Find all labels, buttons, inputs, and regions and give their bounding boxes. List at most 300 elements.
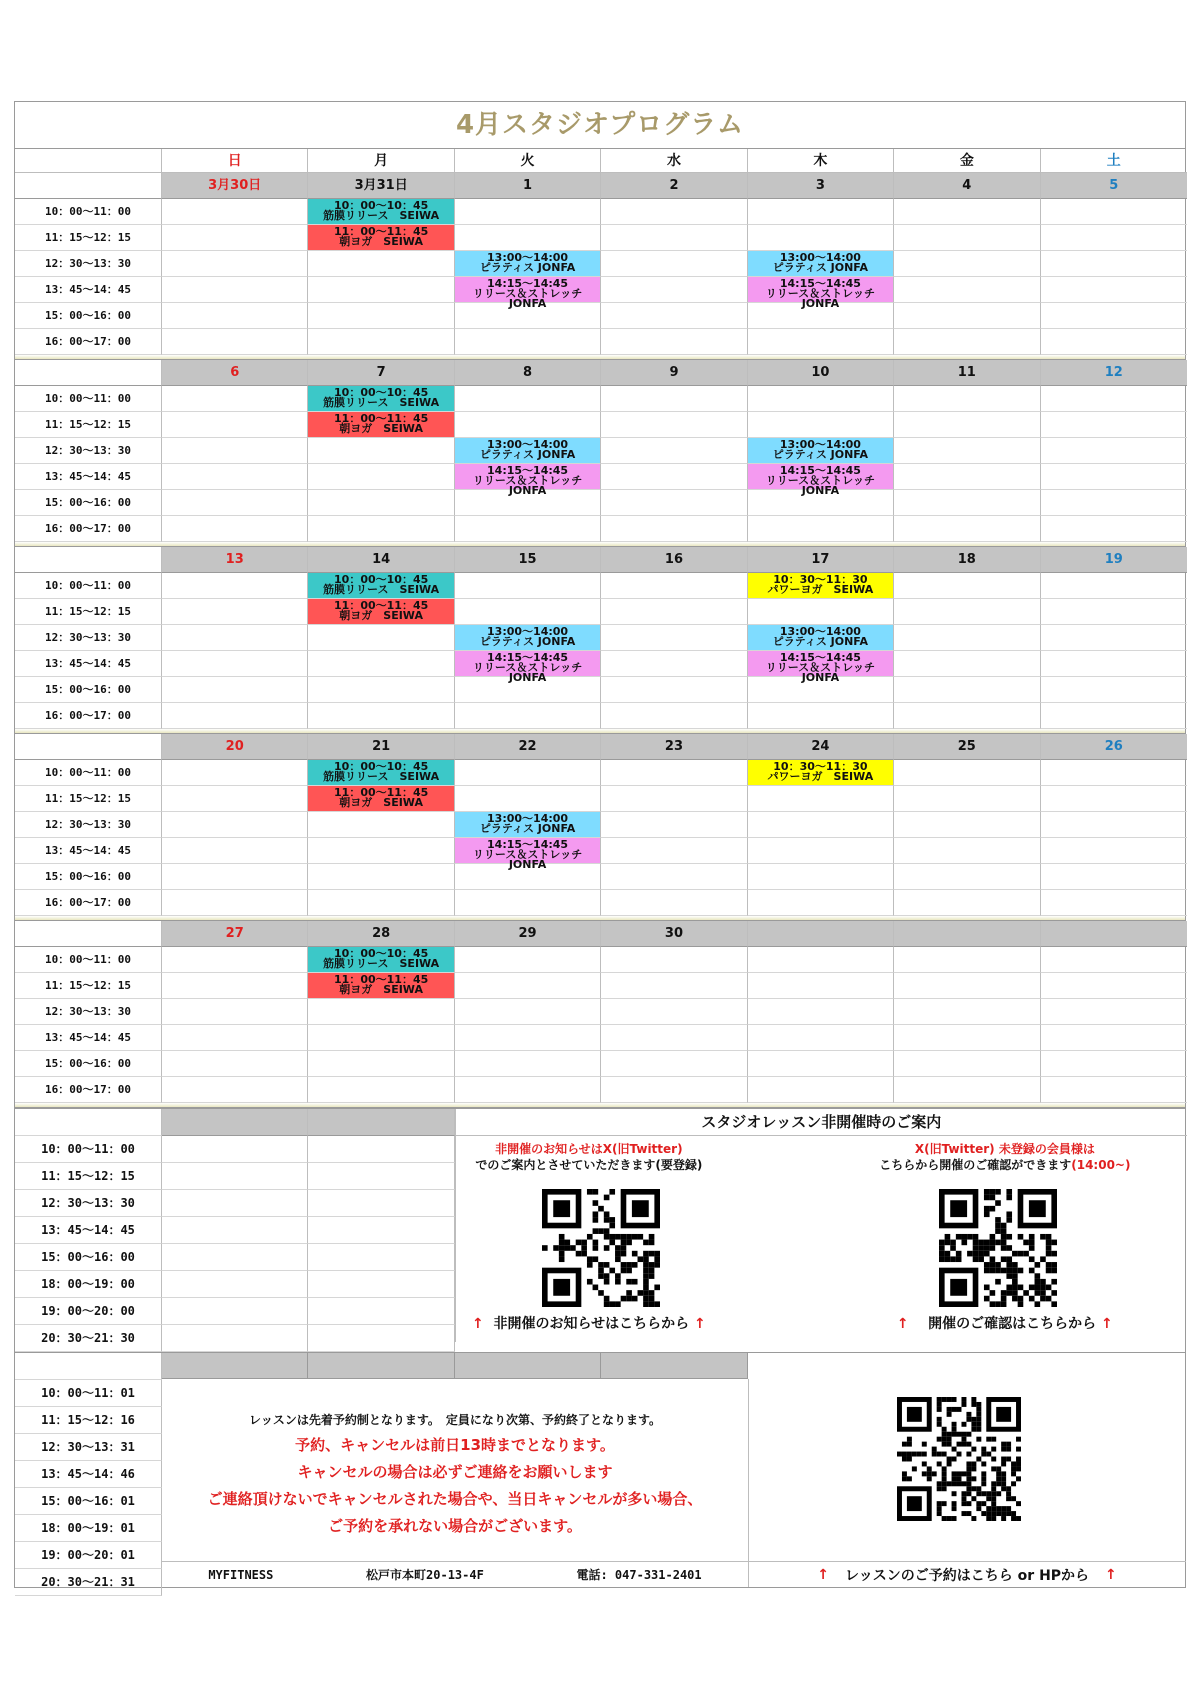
time-blank — [15, 1109, 162, 1136]
lesson-name: ピラティス JONFA — [479, 261, 576, 274]
lesson-name: 朝ヨガ SEIWA — [339, 422, 423, 435]
lesson-time: 13:00～14:00 — [779, 438, 861, 451]
empty-cell — [308, 1163, 454, 1190]
schedule-cell — [455, 864, 601, 890]
schedule-cell — [748, 812, 894, 838]
gray-header-cell — [308, 1109, 454, 1136]
schedule-cell — [894, 599, 1040, 625]
lesson-name: リリース＆ストレッチ JONFA — [472, 848, 583, 871]
schedule-cell — [601, 999, 747, 1025]
schedule-cell — [308, 812, 454, 838]
time-slot-row — [15, 864, 1185, 890]
schedule-cell — [601, 625, 747, 651]
lesson-block[interactable] — [748, 625, 894, 651]
empty-cell — [308, 1244, 454, 1271]
schedule-cell — [1041, 973, 1187, 999]
notice-left-black: でのご案内とさせていただきます(要登録) — [475, 1158, 703, 1172]
time-label: 15：00～16：00 — [15, 677, 162, 703]
qr-code-icon[interactable] — [939, 1189, 1057, 1307]
schedule-cell — [601, 1051, 747, 1077]
time-slot-row — [15, 1077, 1185, 1103]
schedule-cell — [601, 251, 747, 277]
date-cell: 26 — [1041, 734, 1187, 760]
date-cell: 17 — [748, 547, 894, 573]
schedule-cell — [308, 864, 454, 890]
lesson-block[interactable] — [455, 651, 601, 684]
lesson-block[interactable] — [308, 599, 454, 625]
time-label: 10：00～11：00 — [15, 573, 162, 599]
schedule-cell — [162, 225, 308, 251]
time-slot-row — [15, 251, 1185, 277]
date-cell: 2 — [601, 173, 747, 199]
time-slot-row — [15, 838, 1185, 871]
up-arrow-icon: ↑ — [1105, 1566, 1117, 1583]
schedule-cell — [162, 599, 308, 625]
time-label: 12：30～13：30 — [15, 625, 162, 651]
schedule-cell — [455, 1051, 601, 1077]
lesson-block[interactable] — [748, 464, 894, 497]
date-cell: 16 — [601, 547, 747, 573]
time-slot-row — [15, 573, 1185, 599]
schedule-cell — [1041, 386, 1187, 412]
time-slot-row — [15, 760, 1185, 786]
schedule-cell — [894, 329, 1040, 355]
schedule-cell — [894, 464, 1040, 490]
schedule-cell — [455, 999, 601, 1025]
lesson-time: 10：00～10：45 — [334, 199, 429, 212]
time-label: 12：30～13：30 — [15, 812, 162, 838]
schedule-cell — [1041, 677, 1187, 703]
schedule-cell — [894, 786, 1040, 812]
weekday-tue: 火 — [455, 149, 601, 173]
time-label: 11：15～12：15 — [15, 1163, 162, 1190]
time-slot-row — [15, 464, 1185, 497]
time-slot-row — [15, 386, 1185, 412]
schedule-cell — [894, 760, 1040, 786]
date-cell: 24 — [748, 734, 894, 760]
schedule-cell — [162, 864, 308, 890]
schedule-cell — [455, 947, 601, 973]
schedule-cell — [894, 277, 1040, 303]
schedule-cell — [162, 1051, 308, 1077]
date-row — [15, 173, 1185, 199]
schedule-cell — [894, 677, 1040, 703]
schedule-cell — [894, 812, 1040, 838]
schedule-cell — [748, 947, 894, 973]
schedule-cell — [748, 864, 894, 890]
schedule-cell — [748, 786, 894, 812]
schedule-cell — [455, 703, 601, 729]
schedule-cell — [308, 516, 454, 542]
qr-code-icon[interactable] — [897, 1397, 1021, 1521]
schedule-cell — [162, 464, 308, 490]
schedule-cell — [894, 438, 1040, 464]
time-label: 10：00～11：00 — [15, 760, 162, 786]
schedule-cell — [162, 251, 308, 277]
schedule-cell — [455, 573, 601, 599]
lesson-time: 10：30～11：30 — [773, 573, 868, 586]
schedule-cell — [748, 599, 894, 625]
empty-cell — [308, 1298, 454, 1325]
schedule-cell — [1041, 599, 1187, 625]
schedule-cell — [308, 277, 454, 303]
schedule-cell — [601, 973, 747, 999]
schedule-cell — [455, 199, 601, 225]
time-label: 18：00～19：01 — [15, 1515, 162, 1542]
empty-cell — [162, 1163, 308, 1190]
rules-line-5: ご予約を承れない場合がございます。 — [328, 1517, 582, 1535]
rules-line-2: 予約、キャンセルは前日13時までとなります。 — [295, 1436, 615, 1454]
schedule-cell — [601, 838, 747, 864]
schedule-cell — [1041, 277, 1187, 303]
notice-panel — [455, 1109, 1187, 1342]
schedule-cell — [601, 786, 747, 812]
lesson-name: 朝ヨガ SEIWA — [339, 609, 423, 622]
weekday-fri: 金 — [894, 149, 1040, 173]
lesson-name: リリース＆ストレッチ JONFA — [765, 474, 876, 497]
lesson-block[interactable] — [308, 973, 454, 999]
time-slot-row — [15, 786, 1185, 812]
schedule-cell — [1041, 464, 1187, 490]
time-label: 10：00～11：00 — [15, 947, 162, 973]
time-slot-row — [15, 329, 1185, 355]
schedule-cell — [601, 303, 747, 329]
schedule-cell — [748, 1051, 894, 1077]
schedule-cell — [308, 329, 454, 355]
time-label: 19：00～20：00 — [15, 1298, 162, 1325]
schedule-cell — [455, 760, 601, 786]
time-slot-row — [15, 599, 1185, 625]
lesson-time: 11：00～11：45 — [334, 412, 429, 425]
schedule-cell — [455, 890, 601, 916]
page-title: 4月スタジオプログラム — [15, 102, 1185, 149]
lesson-block[interactable] — [308, 199, 454, 225]
lesson-name: 筋膜リリース SEIWA — [323, 209, 440, 222]
lesson-block[interactable] — [748, 573, 894, 599]
rules-section — [15, 1352, 1185, 1587]
schedule-cell — [601, 864, 747, 890]
schedule-cell — [601, 890, 747, 916]
lesson-time: 14:15～14:45 — [487, 277, 569, 290]
lesson-block[interactable] — [455, 464, 601, 497]
date-cell: 30 — [601, 921, 747, 947]
notice-right-caption[interactable]: 開催のご確認はこちらから — [928, 1316, 1097, 1332]
schedule-cell — [748, 890, 894, 916]
time-slot-row — [15, 303, 1185, 329]
schedule-cell — [894, 864, 1040, 890]
time-slot-row — [15, 812, 1185, 838]
schedule-cell — [162, 438, 308, 464]
schedule-cell — [748, 329, 894, 355]
schedule-cell — [162, 973, 308, 999]
lesson-time: 10：00～10：45 — [334, 947, 429, 960]
lesson-name: リリース＆ストレッチ JONFA — [472, 474, 583, 497]
schedule-cell — [455, 786, 601, 812]
schedule-cell — [455, 1077, 601, 1103]
lesson-time: 10：00～10：45 — [334, 760, 429, 773]
time-label: 13：45～14：45 — [15, 651, 162, 677]
date-cell: 21 — [308, 734, 454, 760]
lesson-block[interactable] — [308, 412, 454, 438]
schedule-cell — [455, 386, 601, 412]
time-label: 11：15～12：16 — [15, 1407, 162, 1434]
date-cell: 10 — [748, 360, 894, 386]
schedule-cell — [455, 225, 601, 251]
notice-right-black: こちらから開催のご確認ができます — [879, 1158, 1072, 1172]
lesson-time: 10：00～10：45 — [334, 573, 429, 586]
schedule-cell — [894, 703, 1040, 729]
time-label: 15：00～16：00 — [15, 864, 162, 890]
lesson-block[interactable] — [308, 786, 454, 812]
notice-title: スタジオレッスン非開催時のご案内 — [456, 1109, 1187, 1136]
empty-cell — [308, 1136, 454, 1163]
schedule-cell — [1041, 303, 1187, 329]
time-label: 18：00～19：00 — [15, 1271, 162, 1298]
lesson-block[interactable] — [455, 438, 601, 464]
schedule-cell — [1041, 199, 1187, 225]
time-slot-row — [15, 625, 1185, 651]
schedule-cell — [162, 812, 308, 838]
date-cell: 28 — [308, 921, 454, 947]
date-cell: 27 — [162, 921, 308, 947]
footer-name: MYFITNESS — [208, 1567, 274, 1582]
empty-cell — [308, 1325, 454, 1352]
time-label: 12：30～13：30 — [15, 251, 162, 277]
time-slot-row — [15, 947, 1185, 973]
time-label: 13：45～14：46 — [15, 1461, 162, 1488]
date-cell: 3月30日 — [162, 173, 308, 199]
notice-left-red: 非開催のお知らせはX(旧Twitter) — [495, 1142, 683, 1156]
schedule-cell — [1041, 329, 1187, 355]
time-label: 15：00～16：00 — [15, 1244, 162, 1271]
schedule-cell — [1041, 490, 1187, 516]
time-slot-row — [15, 438, 1185, 464]
footer-phone[interactable]: 電話: 047-331-2401 — [576, 1568, 702, 1582]
time-label: 20：30～21：30 — [15, 1325, 162, 1352]
lesson-name: ピラティス JONFA — [772, 261, 869, 274]
lesson-time: 13:00～14:00 — [487, 812, 569, 825]
schedule-cell — [601, 947, 747, 973]
lesson-name: パワーヨガ SEIWA — [767, 770, 874, 783]
lesson-name: 朝ヨガ SEIWA — [339, 235, 423, 248]
lesson-block[interactable] — [748, 277, 894, 310]
schedule-cell — [455, 973, 601, 999]
lesson-time: 10：00～10：45 — [334, 386, 429, 399]
lesson-block[interactable] — [748, 438, 894, 464]
qr-code-icon[interactable] — [542, 1189, 660, 1307]
schedule-cell — [1041, 412, 1187, 438]
time-label: 10：00～11：00 — [15, 386, 162, 412]
lesson-block[interactable] — [308, 947, 454, 973]
time-label: 15：00～16：00 — [15, 303, 162, 329]
lesson-block[interactable] — [308, 225, 454, 251]
schedule-cell — [601, 516, 747, 542]
lesson-time: 14:15～14:45 — [487, 464, 569, 477]
rules-time-column — [15, 1353, 162, 1596]
schedule-cell — [601, 464, 747, 490]
lesson-name: パワーヨガ SEIWA — [767, 583, 874, 596]
schedule-cell — [455, 329, 601, 355]
lesson-time: 11：00～11：45 — [334, 225, 429, 238]
schedule-cell — [748, 386, 894, 412]
schedule-cell — [1041, 999, 1187, 1025]
lesson-time: 11：00～11：45 — [334, 786, 429, 799]
schedule-cell — [308, 838, 454, 864]
gray-header-cell — [162, 1109, 308, 1136]
time-label: 16：00～17：00 — [15, 329, 162, 355]
lesson-block[interactable] — [455, 251, 601, 277]
lesson-block[interactable] — [308, 386, 454, 412]
schedule-cell — [1041, 225, 1187, 251]
schedule-cell — [894, 386, 1040, 412]
schedule-cell — [1041, 651, 1187, 677]
schedule-cell — [1041, 1025, 1187, 1051]
date-cell: 13 — [162, 547, 308, 573]
notice-left-caption[interactable]: 非開催のお知らせはこちらから — [493, 1316, 690, 1332]
schedule-cell — [601, 599, 747, 625]
lesson-time: 13:00～14:00 — [487, 438, 569, 451]
schedule-cell — [1041, 1051, 1187, 1077]
lesson-time: 11：00～11：45 — [334, 973, 429, 986]
lesson-block[interactable] — [748, 651, 894, 684]
time-label: 11：15～12：15 — [15, 225, 162, 251]
time-slot-row — [15, 651, 1185, 684]
time-label: 16：00～17：00 — [15, 890, 162, 916]
lesson-name: 筋膜リリース SEIWA — [323, 770, 440, 783]
lesson-block[interactable] — [308, 760, 454, 786]
schedule-sheet — [14, 101, 1186, 1588]
schedule-cell — [894, 838, 1040, 864]
schedule-cell — [894, 651, 1040, 677]
date-cell: 12 — [1041, 360, 1187, 386]
schedule-cell — [162, 490, 308, 516]
schedule-cell — [308, 1051, 454, 1077]
time-label: 16：00～17：00 — [15, 703, 162, 729]
empty-cell — [162, 1136, 308, 1163]
notice-section — [15, 1108, 1185, 1352]
notice-time-column — [15, 1109, 162, 1352]
lesson-time: 14:15～14:45 — [487, 838, 569, 851]
up-arrow-icon: ↑ — [896, 1316, 909, 1332]
time-slot-row — [15, 973, 1185, 999]
empty-cell — [162, 1244, 308, 1271]
up-arrow-icon: ↑ — [472, 1316, 484, 1332]
weeks-container — [15, 173, 1185, 1108]
schedule-cell — [455, 412, 601, 438]
date-row-blank — [15, 734, 162, 760]
schedule-cell — [162, 1025, 308, 1051]
time-slot-row — [15, 199, 1185, 225]
schedule-cell — [601, 225, 747, 251]
schedule-cell — [308, 1025, 454, 1051]
schedule-cell — [1041, 947, 1187, 973]
up-arrow-icon: ↑ — [817, 1566, 829, 1583]
schedule-cell — [162, 651, 308, 677]
time-label: 15：00～16：00 — [15, 490, 162, 516]
lesson-block[interactable] — [455, 838, 601, 871]
lesson-block[interactable] — [748, 760, 894, 786]
time-label: 11：15～12：15 — [15, 973, 162, 999]
weekday-sat: 土 — [1041, 149, 1187, 173]
schedule-cell — [308, 438, 454, 464]
booking-caption[interactable]: レッスンのご予約はこちら or HPから — [844, 1567, 1090, 1584]
schedule-cell — [894, 1025, 1040, 1051]
schedule-cell — [1041, 251, 1187, 277]
schedule-cell — [1041, 812, 1187, 838]
schedule-cell — [162, 838, 308, 864]
schedule-cell — [1041, 760, 1187, 786]
schedule-cell — [162, 947, 308, 973]
date-cell: 7 — [308, 360, 454, 386]
time-label: 10：00～11：01 — [15, 1380, 162, 1407]
time-label: 10：00～11：00 — [15, 199, 162, 225]
date-cell: 22 — [455, 734, 601, 760]
schedule-cell — [1041, 1077, 1187, 1103]
schedule-cell — [308, 1077, 454, 1103]
time-label: 16：00～17：00 — [15, 1077, 162, 1103]
lesson-block[interactable] — [308, 573, 454, 599]
schedule-cell — [1041, 786, 1187, 812]
date-cell: 15 — [455, 547, 601, 573]
schedule-cell — [162, 516, 308, 542]
time-label: 15：00～16：00 — [15, 1051, 162, 1077]
schedule-cell — [601, 677, 747, 703]
time-label: 12：30～13：30 — [15, 1190, 162, 1217]
date-cell: 29 — [455, 921, 601, 947]
up-arrow-icon: ↑ — [1101, 1316, 1113, 1332]
lesson-block[interactable] — [455, 625, 601, 651]
time-label: 13：45～14：45 — [15, 838, 162, 864]
schedule-cell — [308, 999, 454, 1025]
lesson-time: 13:00～14:00 — [487, 251, 569, 264]
schedule-cell — [455, 677, 601, 703]
lesson-name: 筋膜リリース SEIWA — [323, 957, 440, 970]
lesson-block[interactable] — [455, 812, 601, 838]
schedule-cell — [1041, 516, 1187, 542]
time-slot-row — [15, 999, 1185, 1025]
time-label: 12：30～13：31 — [15, 1434, 162, 1461]
schedule-cell — [1041, 573, 1187, 599]
schedule-cell — [162, 890, 308, 916]
weekday-mon: 月 — [308, 149, 454, 173]
empty-cell — [308, 1217, 454, 1244]
schedule-cell — [601, 573, 747, 599]
schedule-cell — [308, 703, 454, 729]
date-cell: 3 — [748, 173, 894, 199]
empty-cell — [162, 1325, 308, 1352]
schedule-cell — [894, 1051, 1040, 1077]
schedule-cell — [308, 677, 454, 703]
schedule-cell — [455, 516, 601, 542]
schedule-cell — [162, 1077, 308, 1103]
lesson-block[interactable] — [455, 277, 601, 310]
lesson-block[interactable] — [748, 251, 894, 277]
schedule-cell — [601, 651, 747, 677]
schedule-cell — [162, 999, 308, 1025]
lesson-time: 10：30～11：30 — [773, 760, 868, 773]
schedule-cell — [748, 516, 894, 542]
schedule-cell — [601, 438, 747, 464]
weekday-thu: 木 — [748, 149, 894, 173]
schedule-cell — [894, 625, 1040, 651]
schedule-cell — [748, 999, 894, 1025]
footer-address: 松戸市本町20-13-4F — [366, 1568, 484, 1582]
schedule-cell — [308, 651, 454, 677]
schedule-cell — [601, 199, 747, 225]
date-cell: 23 — [601, 734, 747, 760]
time-label: 11：15～12：15 — [15, 786, 162, 812]
schedule-cell — [601, 1077, 747, 1103]
